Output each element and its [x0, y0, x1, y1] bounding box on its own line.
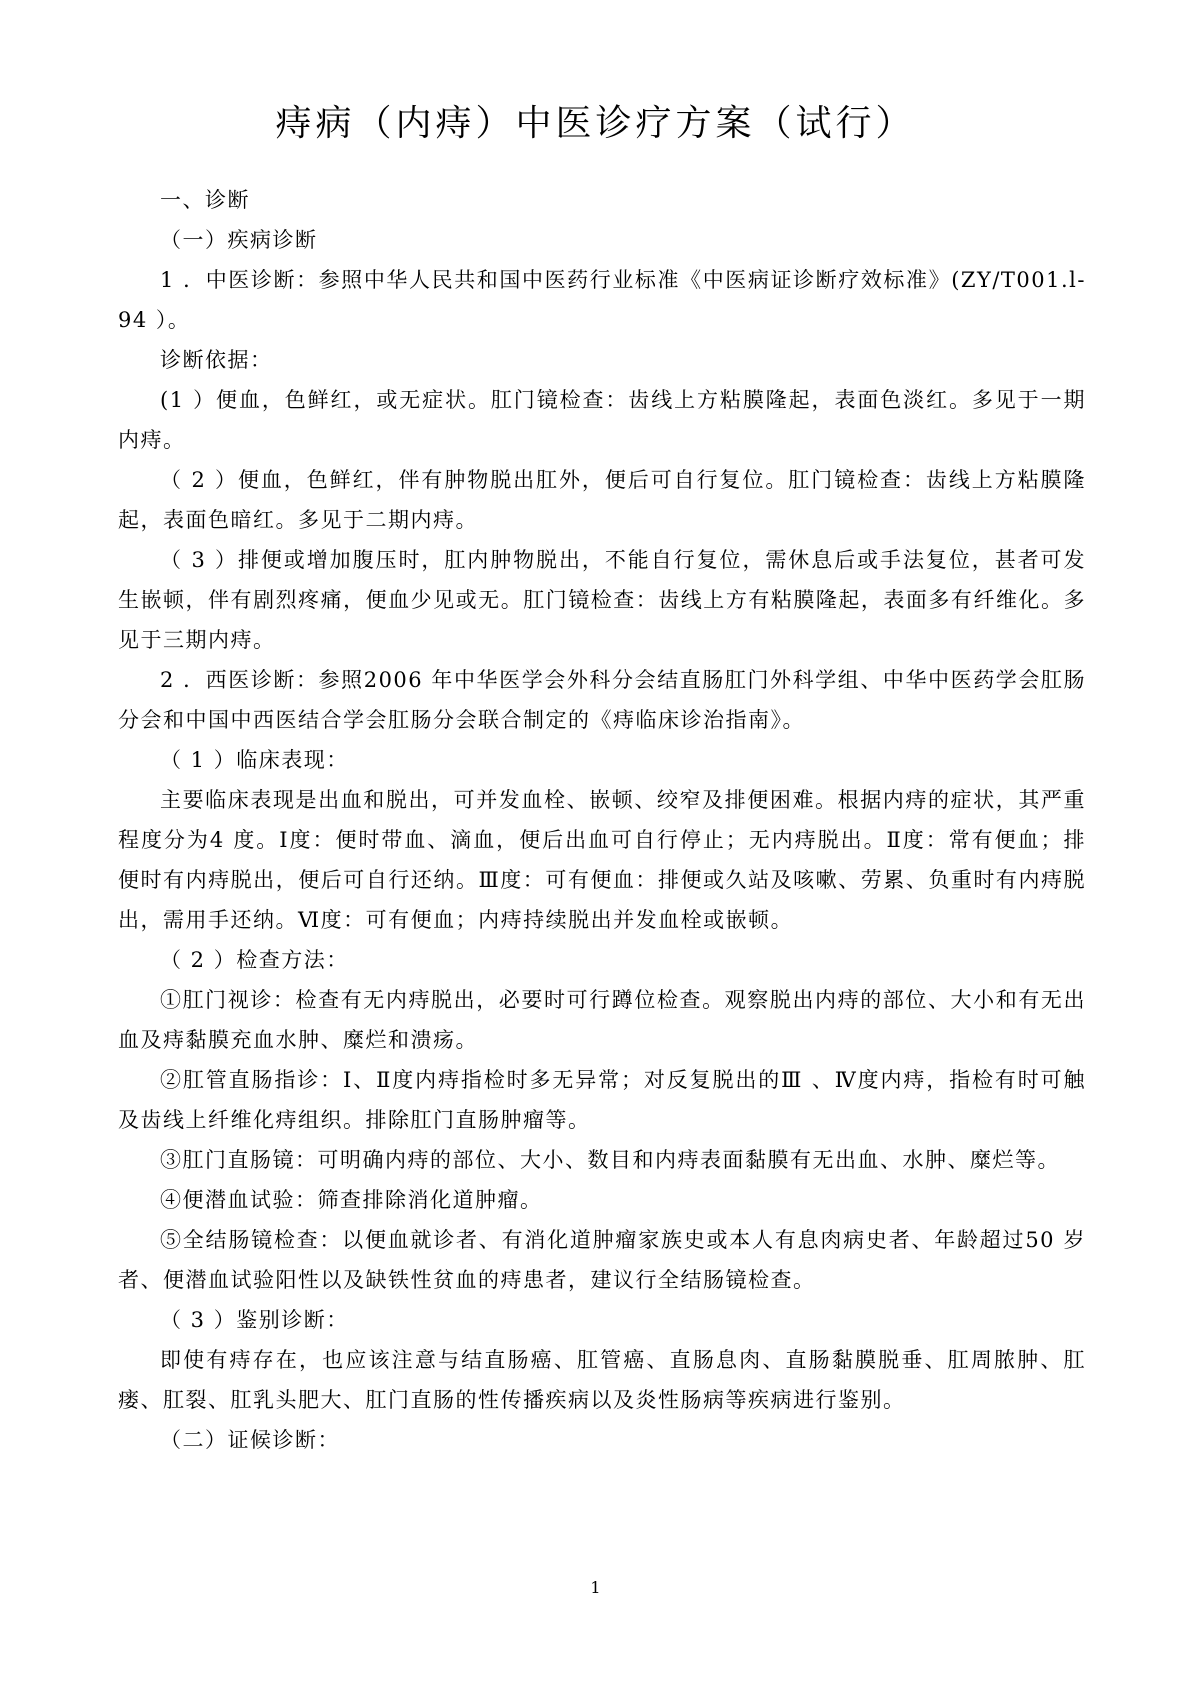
paragraph-clinical-manifestation: 主要临床表现是出血和脱出，可并发血栓、嵌顿、绞窄及排便困难。根据内痔的症状，其严重程度分为4 度。Ⅰ度：便时带血、滴血，便后出血可自行停止；无内痔脱出。Ⅱ度：常有便血；排便时有内痔脱出，便后可自行还纳。Ⅲ度：可有便血：排便或久站及咳嗽、劳累、负重时有内痔脱出，需用手还纳。Ⅵ度：可有便血；内痔持续脱出并发血栓或嵌顿。	[118, 788, 1086, 932]
paragraph-basis-1: (1 ）便血，色鲜红，或无症状。肛门镜检查：齿线上方粘膜隆起，表面色淡红。多见于一期内痔。	[118, 388, 1086, 452]
section-heading-diagnosis: 一、诊断	[160, 188, 250, 212]
paragraph-exam-1: ①肛门视诊：检查有无内痔脱出，必要时可行蹲位检查。观察脱出内痔的部位、大小和有无出血及痔黏膜充血水肿、糜烂和溃疡。	[118, 988, 1086, 1052]
paragraph-exam-2: ②肛管直肠指诊：Ⅰ、Ⅱ度内痔指检时多无异常；对反复脱出的Ⅲ 、Ⅳ度内痔，指检有时可触及齿线上纤维化痔组织。排除肛门直肠肿瘤等。	[118, 1068, 1086, 1132]
paragraph-exam-4: ④便潜血试验：筛查排除消化道肿瘤。	[160, 1188, 543, 1212]
subsection-heading-syndrome-diagnosis: （二）证候诊断：	[160, 1428, 340, 1452]
paragraph-diagnosis-basis: 诊断依据：	[160, 348, 273, 372]
document-title: 痔病（内痔）中医诊疗方案（试行）	[275, 103, 916, 144]
paragraph-differential-diagnosis: 即使有痔存在，也应该注意与结直肠癌、肛管癌、直肠息肉、直肠黏膜脱垂、肛周脓肿、肛瘘、肛裂、肛乳头肥大、肛门直肠的性传播疾病以及炎性肠病等疾病进行鉴别。	[118, 1348, 1086, 1412]
paragraph-tcm-diagnosis: 1 ．中医诊断：参照中华人民共和国中医药行业标准《中医病证诊断疗效标准》(ZY/T001.l-94 ）。	[118, 268, 1086, 332]
paragraph-western-diagnosis: 2 ．西医诊断：参照2006 年中华医学会外科分会结直肠肛门外科学组、中华中医药学会肛肠分会和中国中西医结合学会肛肠分会联合制定的《痔临床诊治指南》。	[118, 668, 1086, 732]
paragraph-exam-3: ③肛门直肠镜：可明确内痔的部位、大小、数目和内痔表面黏膜有无出血、水肿、糜烂等。	[160, 1148, 1060, 1172]
document-body	[118, 180, 1086, 1460]
paragraph-basis-3: （ 3 ）排便或增加腹压时，肛内肿物脱出，不能自行复位，需休息后或手法复位，甚者可发生嵌顿，伴有剧烈疼痛，便血少见或无。肛门镜检查：齿线上方有粘膜隆起，表面多有纤维化。多见于三期内痔。	[118, 548, 1086, 652]
subsection-heading-disease-diagnosis: （一）疾病诊断	[160, 228, 318, 252]
paragraph-exam-methods-heading: （ 2 ）检查方法：	[160, 948, 349, 972]
paragraph-clinical-heading: （ 1 ）临床表现：	[160, 748, 349, 772]
paragraph-exam-5: ⑤全结肠镜检查：以便血就诊者、有消化道肿瘤家族史或本人有息肉病史者、年龄超过50 岁者、便潜血试验阳性以及缺铁性贫血的痔患者，建议行全结肠镜检查。	[118, 1228, 1086, 1292]
paragraph-basis-2: （ 2 ）便血，色鲜红，伴有肿物脱出肛外，便后可自行复位。肛门镜检查：齿线上方粘膜隆起，表面色暗红。多见于二期内痔。	[118, 468, 1086, 532]
page-number: 1	[590, 1578, 601, 1597]
paragraph-differential-heading: （ 3 ）鉴别诊断：	[160, 1308, 349, 1332]
